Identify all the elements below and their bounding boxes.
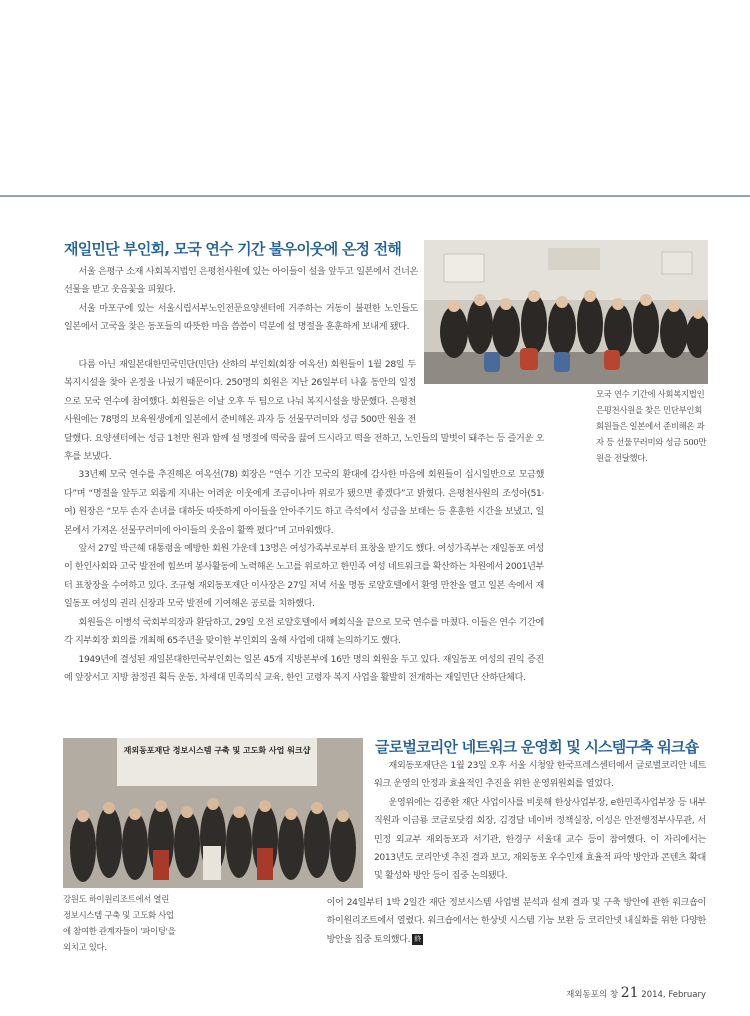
article1-paragraph-2: 서울 마포구에 있는 서울시립서부노인전문요양센터에 거주하는 거동이 불편한 노인들도 일본에서 고국을 찾은 동포들의 따뜻한 마음 씀씀이 덕분에 설 명절을 훈훈하게 보내게 됐다. [64,303,418,333]
end-mark-icon: 終 [412,934,423,945]
page-footer [566,985,706,1001]
workshop-banner-text: 재외동포재단 정보시스템 구축 및 고도화 사업 워크샵 [123,746,311,755]
article1-paragraph-7: 1949년에 결성된 재일본대한민국부인회는 일본 45개 지방본부에 16만 명의 회원을 두고 있다. 재일동포 여성의 권익 증진에 앞장서고 지방 참정권 획득 운동, 차세대 민족의식 교육, 한인 고령자 복지 사업을 활발히 전개하는 재일민단 산하단체다. [64,654,544,683]
article1-paragraph-1: 서울 은평구 소재 사회복지법인 은평천사원에 있는 아이들이 설을 앞두고 일본에서 건너온 선물을 받고 웃음꽃을 피웠다. [64,267,418,296]
article2-body-top [374,757,706,886]
article2-paragraph-3: 이어 24일부터 1박 2일간 재단 정보시스템 사업별 분석과 설계 결과 및 구축 방안에 관한 워크숍이 하이원리조트에서 열렸다. 워크숍에서는 한상넷 시스템 기능 보완 등 코리안넷 내실화를 위한 다양한 방안을 집중 토의했다. [326,898,706,945]
article2-title: 글로벌코리안 네트워크 운영회 및 시스템구축 워크숍 [375,738,699,756]
workshop-photo-illustration [63,738,363,888]
footer-page-number: 21 [620,985,639,1001]
footer-date: 2014, February [641,990,706,1000]
article1-paragraph-3: 다름 아닌 재일본대한민국민단(민단) 산하의 부인회(회장 여옥선) 회원들이 1월 28일 두 복지시설을 찾아 온정을 나눴기 때문이다. 250명의 회원은 지난 26일부터 나흘 동안의 일정으로 모국 연수에 참여했다. 회원들은 이날 오후 두 팀으로 나눠 복지시설을 방문했다. 은평천사원에는 78명의 보육원생에게 일본에서 준비해온 과자 등 선물꾸러미와 성금 500만 원을 전달했다. 요양센터에는 성금 1천만 원과 함께 설 명절에 떡국을 끓여 드시라고 떡을 전하고, 노인들의 말벗이 돼주는 등 즐거운 오후를 보냈다. [64,360,544,463]
article1-paragraph-5: 앞서 27일 박근혜 대통령을 예방한 회원 가운데 13명은 여성가족부로부터 표창을 받기도 했다. 여성가족부는 재일동포 여성이 한인사회와 고국 발전에 힘쓰며 봉사활동에 노력해온 노고를 위로하고 한민족 여성 네트워크를 확산하는 차원에서 2001년부터 표창장을 수여하고 있다. 조규형 재외동포재단 이사장은 27일 저녁 서울 명동 로얄호텔에서 환영 만찬을 열고 일본 속에서 재일동포 여성의 권리 신장과 모국 발전에 기여해온 공로를 치하했다. [64,544,544,610]
article2-workshop-photo [63,738,363,888]
article2-photo-caption: 강원도 하이원리조트에서 열린 정보시스템 구축 및 고도화 사업에 참여한 관계자들이 '파이팅'을 외치고 있다. [63,894,176,952]
article1-group-photo [424,240,708,384]
article2-paragraph-2: 운영위에는 김종완 재단 사업이사를 비롯해 한상사업부장, e한민족사업부장 등 내부 직원과 이금룡 코글로닷컴 회장, 김경달 네이버 정책실장, 이성은 안전행정부사무관, 서민정 외교부 재외동포과 서기관, 한경구 서울대 교수 등이 참여했다. 이 자리에서는 2013년도 코리안넷 추진 결과 보고, 재외동포 우수인재 효율적 파악 방안과 콘텐츠 확대 및 활성화 방안 등이 집중 논의됐다. [374,797,706,882]
article2-paragraph-3-wrap [232,894,706,949]
article1-body-top [64,263,418,337]
article1-body-main [64,356,544,687]
top-divider-rule [0,195,750,197]
article1-paragraph-6: 회원들은 이병석 국회부의장과 환담하고, 29일 오전 로얄호텔에서 폐회식을 끝으로 모국 연수를 마쳤다. 이들은 연수 기간에 각 지부회장 회의를 개최해 65주년을 맞이한 부인회의 올해 사업에 대해 논의하기도 했다. [64,617,544,647]
article1-title: 재일민단 부인회, 모국 연수 기간 불우이웃에 온정 전해 [64,240,402,258]
article1-paragraph-4: 33년째 모국 연수를 추진해온 여옥선(78) 회장은 “연수 기간 모국의 환대에 감사한 마음에 회원들이 십시일반으로 모금했다”며 “명절을 앞두고 외롭게 지내는 어려운 이웃에게 조금이나마 위로가 됐으면 좋겠다”고 밝혔다. 은평천사원의 조성아(51·여) 원장은 “모두 손자 손녀를 대하듯 따뜻하게 아이들을 안아주기도 하고 즉석에서 성금을 보태는 등 훈훈한 시간을 보냈고, 일본에서 가져온 선물꾸러미에 아이들의 웃음이 활짝 폈다”며 고마워했다. [64,470,544,536]
article2-body-bottom [232,894,706,949]
footer-magazine-name: 재외동포의 창 [566,990,619,1000]
group-photo-illustration [424,240,708,384]
article1-photo-caption: 모국 연수 기간에 사회복지법인 은평천사원을 찾은 민단부인회 회원들은 일본에서 준비해온 과자 등 선물꾸러미와 성금 500만 원을 전달했다. [596,389,707,463]
article2-paragraph-1: 재외동포재단은 1월 23일 오후 서울 시청앞 한국프레스센터에서 글로벌코리안 네트워크 운영의 안정과 효율적인 추진을 위한 운영위원회를 열었다. [374,761,706,790]
